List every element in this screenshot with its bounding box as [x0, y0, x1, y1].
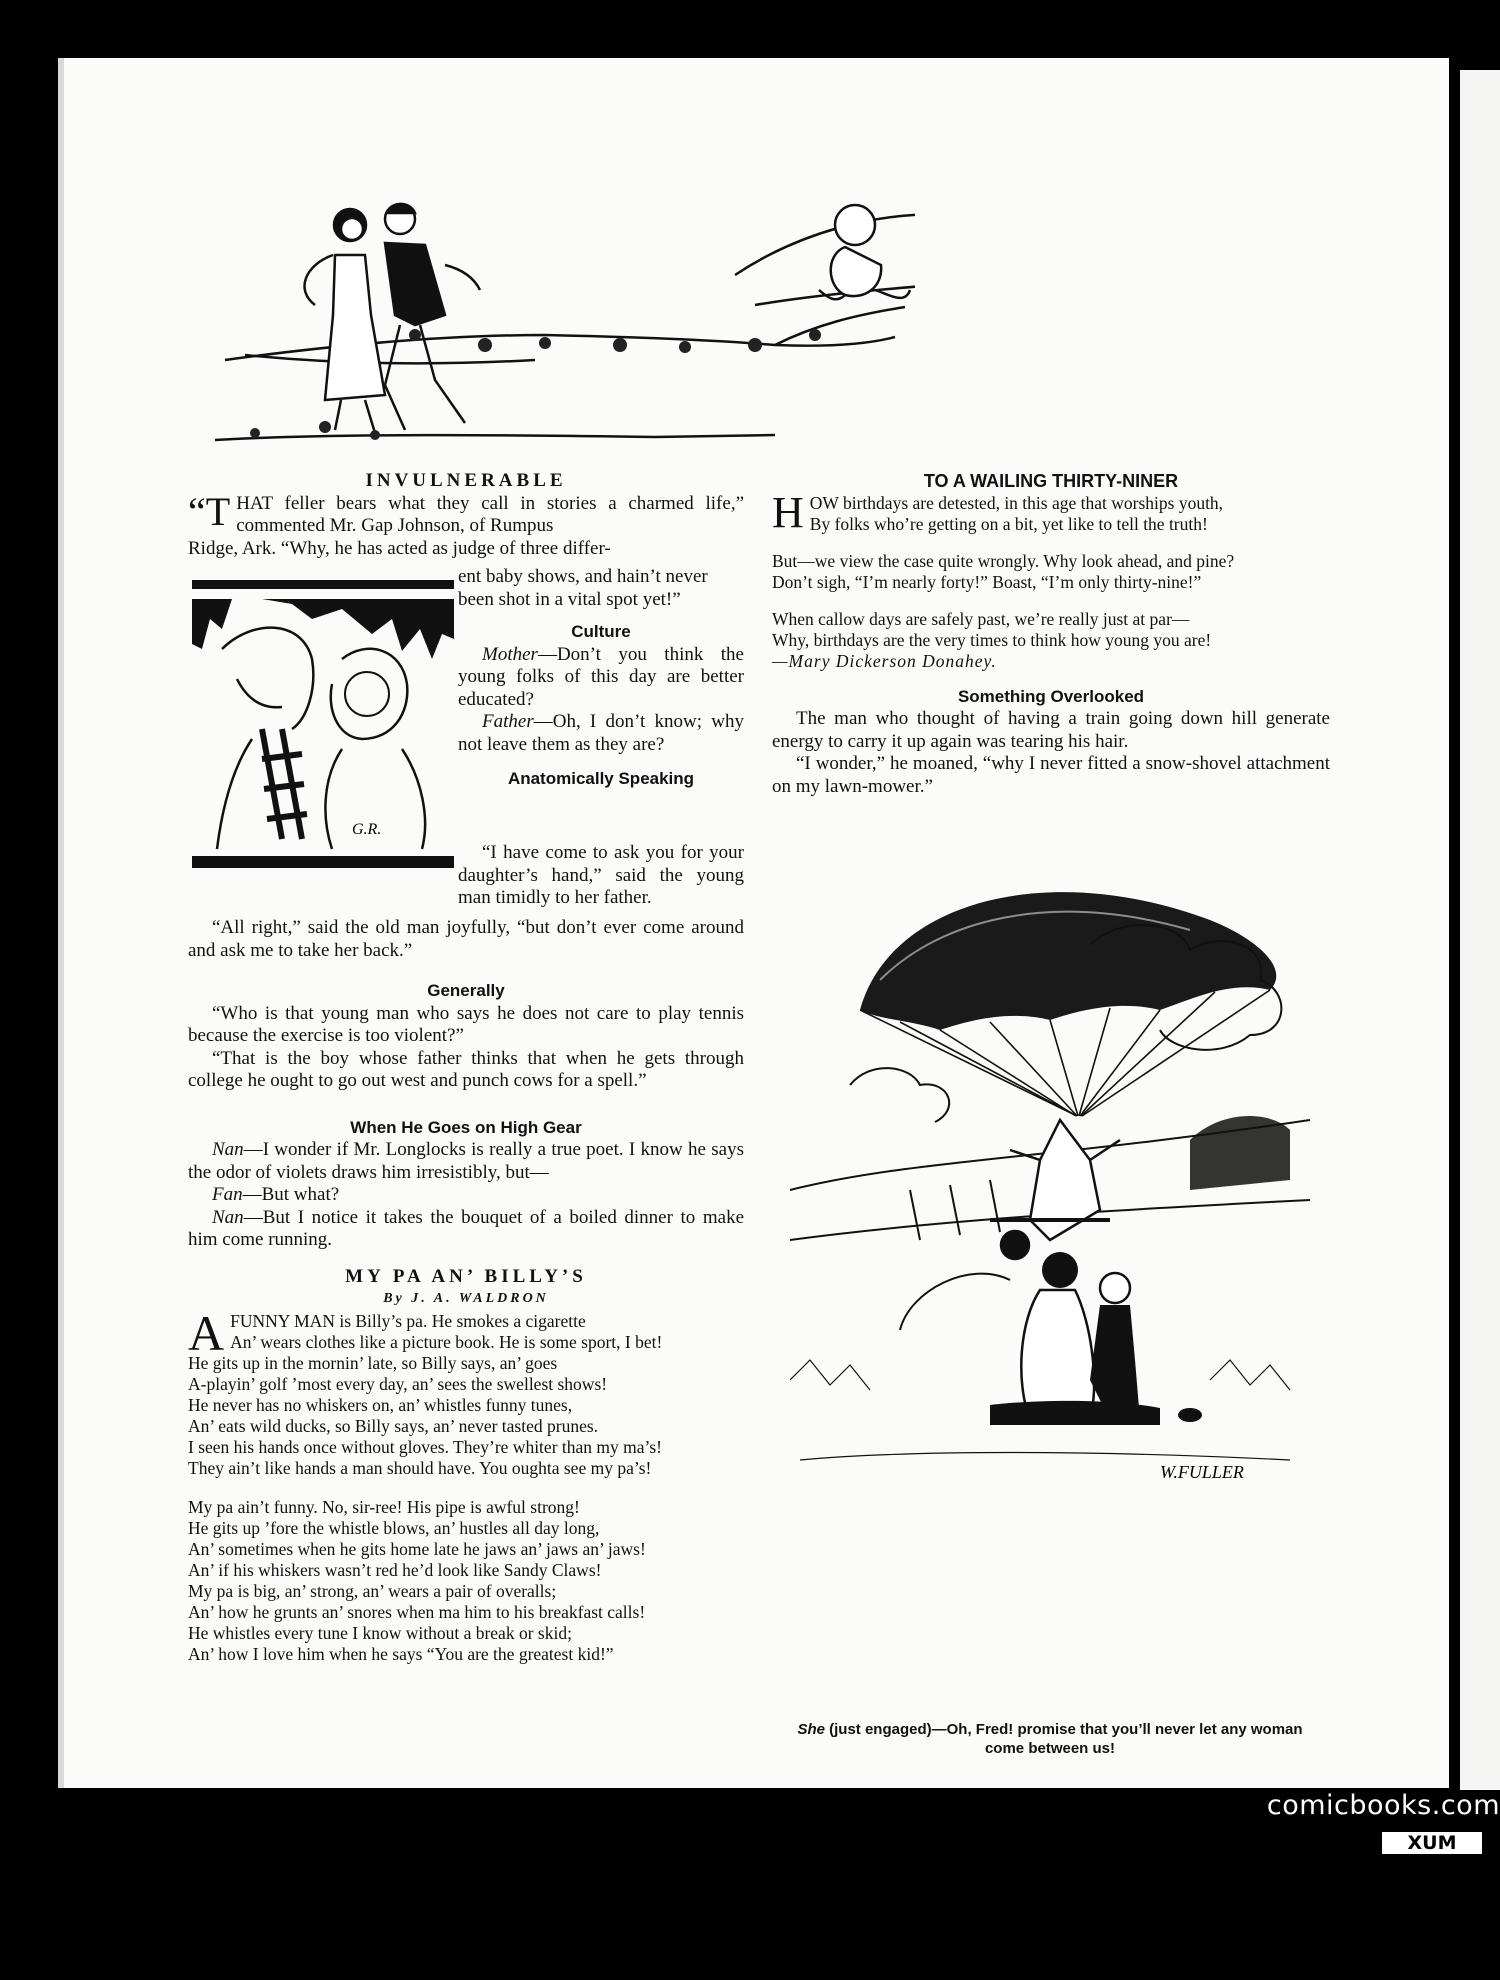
poem-pa-verse — [188, 1304, 744, 1665]
high-gear-nan-2: Nan—But I notice it takes the bouquet of a boiled dinner to make him come running. — [188, 1206, 744, 1250]
poem-pa-title: MY PA AN’ BILLY’S — [345, 1265, 587, 1287]
verse-line: Don’t sigh, “I’m nearly forty!” Boast, “I’m only thirty-nine!” — [772, 571, 1202, 592]
anatomically-p2: “All right,” said the old man joyfully, “but don’t ever come around and ask me to take her back.” — [188, 917, 744, 961]
poem-line: A FUNNY MAN is Billy’s pa. He smokes a cigarette — [188, 1304, 586, 1361]
sketch-top-rule — [192, 580, 454, 589]
verse-line: By folks who’re getting on a bit, yet like to tell the truth! — [809, 513, 1208, 534]
verse-line: HOW birthdays are detested, in this age that worships youth, — [772, 487, 1224, 537]
generally-p2: “That is the boy whose father thinks that when he gets through college he ought to go out west and punch cows for a spell.” — [188, 1047, 744, 1091]
poem-dropcap: A — [188, 1304, 225, 1361]
culture-mother: Mother—Don’t you think the young folks of this day are better educated? — [458, 643, 744, 710]
poem-line: My pa ain’t funny. No, sir-ree! His pipe is awful strong! — [188, 1496, 580, 1517]
poem-line: He never has no whiskers on, an’ whistles funny tunes, — [188, 1394, 573, 1415]
poem-line: He whistles every tune I know without a break or skid; — [188, 1622, 572, 1643]
portrait-sketch — [192, 580, 454, 870]
sketch-initials: G.R. — [352, 821, 382, 838]
high-gear-nan-1: Nan—I wonder if Mr. Longlocks is really a true poet. I know he says the odor of violets draws him irresistibly, but— — [188, 1139, 744, 1183]
thirty-niner-title: TO A WAILING THIRTY-NINER — [923, 471, 1179, 491]
mother-baby-sketch — [192, 589, 454, 851]
anatomically-title: Anatomically Speaking — [507, 769, 695, 788]
overlooked-title: Something Overlooked — [957, 686, 1145, 706]
poem-line: He gits up ’fore the whistle blows, an’ hustles all day long, — [188, 1517, 600, 1538]
generally-title: Generally — [427, 981, 505, 1000]
poem-line: They ain’t like hands a man should have. You oughta see my pa’s! — [188, 1457, 652, 1478]
left-column-lower — [188, 917, 744, 1665]
culture-title: Culture — [571, 622, 631, 641]
poem-line: An’ sometimes when he gits home late he jaws an’ jaws an’ jaws! — [188, 1538, 646, 1559]
poem-line: An’ how I love him when he says “You are the greatest kid!” — [188, 1643, 614, 1664]
overlooked-p1: The man who thought of having a train going down hill generate energy to carry it up again was tearing his hair. — [772, 708, 1330, 752]
generally-p1: “Who is that young man who says he does not care to play tennis because the exercise is too violent?” — [188, 1002, 744, 1046]
thirty-niner-verse — [772, 487, 1330, 672]
anatomically-body — [188, 842, 744, 910]
dropcap: “T — [188, 488, 231, 534]
header-illustration — [215, 195, 915, 450]
poem-line: My pa is big, an’ strong, an’ wears a pair of overalls; — [188, 1580, 557, 1601]
cartoon-signature: W.FULLER — [1160, 1462, 1244, 1482]
invulnerable-para-1: “THAT feller bears what they call in stories a charmed life,” commented Mr. Gap Johnson, of Rumpus — [188, 488, 745, 536]
poem-line: A-playin’ golf ’most every day, an’ sees the swellest shows! — [188, 1373, 608, 1394]
caption-speaker: She — [797, 1721, 825, 1738]
invulnerable-continued — [458, 566, 744, 791]
high-gear-title: When He Goes on High Gear — [350, 1117, 582, 1137]
cartoon-caption — [780, 1720, 1320, 1758]
verse-line: But—we view the case quite wrongly. Why look ahead, and pine? — [772, 550, 1235, 571]
poem-line: I seen his hands once without gloves. They’re whiter than my ma’s! — [188, 1436, 663, 1457]
poem-line: An’ wears clothes like a picture book. He is some sport, I bet! — [230, 1331, 663, 1352]
poem-line: An’ how he grunts an’ snores when ma him to his breakfast calls! — [188, 1601, 646, 1622]
poem-line: An’ if his whiskers wasn’t red he’d look like Sandy Claws! — [188, 1559, 602, 1580]
verse-line: Why, birthdays are the very times to think how young you are! — [772, 629, 1212, 650]
caption-text: (just engaged)—Oh, Fred! promise that you’ll never let any woman come between us! — [824, 1721, 1303, 1757]
invulnerable-para-2: Ridge, Ark. “Why, he has acted as judge of three differ- — [188, 537, 611, 559]
poem-pa-byline: By J. A. WALDRON — [383, 1291, 549, 1306]
right-column — [772, 470, 1330, 798]
site-watermark: comicbooks.com — [1266, 1790, 1500, 1821]
invulnerable-title: INVULNERABLE — [365, 470, 567, 491]
thirty-niner-author: —Mary Dickerson Donahey. — [772, 650, 997, 671]
adjacent-page-edge — [1460, 70, 1500, 1790]
left-column — [188, 470, 744, 560]
scan-tag: XUM — [1382, 1832, 1482, 1854]
overlooked-p2: “I wonder,” he moaned, “why I never fitted a snow-shovel attachment on my lawn-mower.” — [772, 753, 1330, 797]
poem-line: An’ eats wild ducks, so Billy says, an’ never tasted prunes. — [188, 1415, 599, 1436]
thirty-niner-dropcap: H — [772, 487, 804, 537]
invulnerable-para-3: ent baby shows, and hain’t never been shot in a vital spot yet!” — [458, 566, 708, 610]
poem-line: He gits up in the mornin’ late, so Billy says, an’ goes — [188, 1352, 558, 1373]
high-gear-fan: Fan—But what? — [212, 1184, 340, 1205]
verse-line: When callow days are safely past, we’re really just at par— — [772, 608, 1190, 629]
culture-father: Father—Oh, I don’t know; why not leave them as they are? — [458, 711, 744, 755]
anatomically-p1: “I have come to ask you for your daughter’s hand,” said the young man timidly to her father. — [458, 842, 744, 908]
